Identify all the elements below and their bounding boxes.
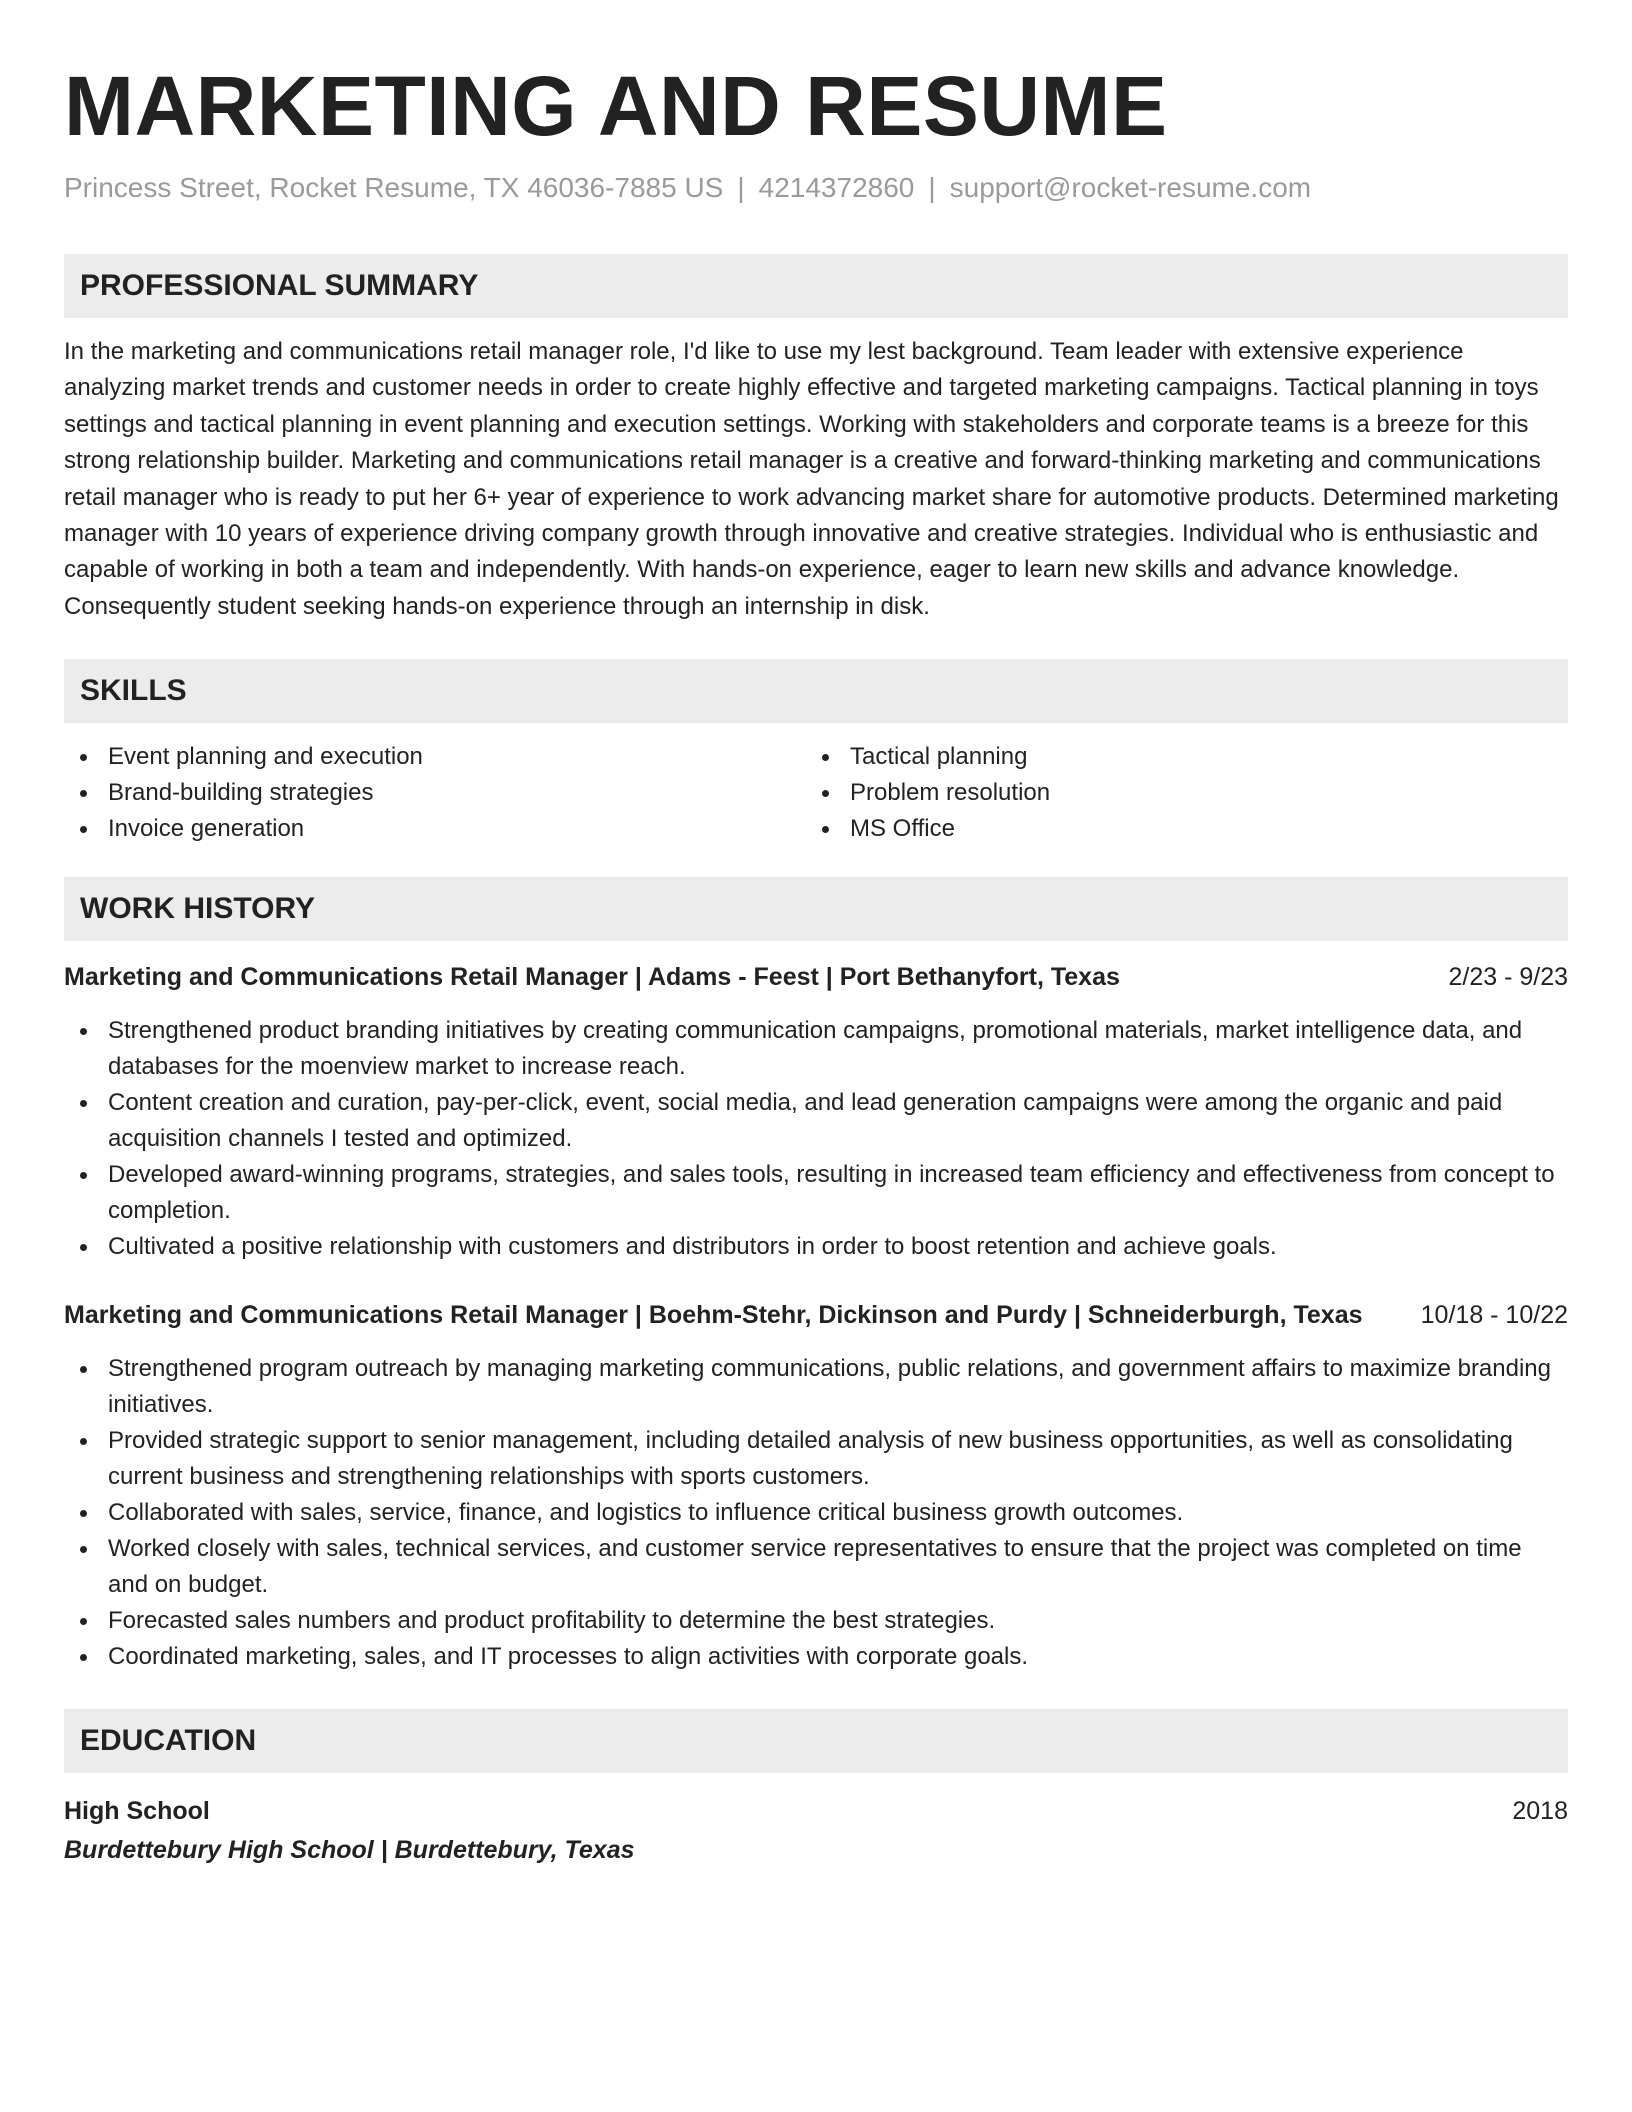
skill-item: MS Office bbox=[806, 811, 1548, 847]
job-entry-header bbox=[64, 1297, 1568, 1333]
section-title: WORK HISTORY bbox=[80, 892, 316, 926]
skill-item: Tactical planning bbox=[806, 739, 1548, 775]
job-bullets bbox=[64, 1013, 1568, 1265]
job-entry-header bbox=[64, 959, 1568, 995]
job-bullet: Collaborated with sales, service, finance, and logistics to influence critical business growth outcomes. bbox=[64, 1495, 1568, 1531]
candidate-name: MARKETING AND RESUME bbox=[64, 59, 1168, 153]
job-bullet: Developed award-winning programs, strategies, and sales tools, resulting in increased team efficiency and effectiveness from concept to completion. bbox=[64, 1157, 1568, 1229]
contact-line bbox=[64, 170, 1568, 206]
job-bullet: Coordinated marketing, sales, and IT processes to align activities with corporate goals. bbox=[64, 1639, 1568, 1675]
resume-page bbox=[64, 58, 1568, 1868]
job-bullet: Provided strategic support to senior management, including detailed analysis of new business opportunities, as well as consolidating current business and strengthening relationships with sports customers. bbox=[64, 1423, 1568, 1495]
section-header-summary bbox=[64, 254, 1568, 318]
contact-email: support@rocket-resume.com bbox=[949, 172, 1312, 203]
job-dates: 2/23 - 9/23 bbox=[1448, 963, 1568, 992]
contact-address: Princess Street, Rocket Resume, TX 46036-7885 US bbox=[64, 172, 724, 203]
education-school: Burdettebury High School | Burdettebury, Texas bbox=[64, 1836, 635, 1865]
job-bullet: Forecasted sales numbers and product profitability to determine the best strategies. bbox=[64, 1603, 1568, 1639]
skill-item: Event planning and execution bbox=[64, 739, 806, 775]
summary-text: In the marketing and communications retail manager role, I'd like to use my lest background. Team leader with extensive experience analyzing market trends and customer needs in order to create highly effective and targeted marketing campaigns. Tactical planning in toys settings and tactical planning in event planning and execution settings. Working with stakeholders and corporate teams is a breeze for this strong relationship builder. Marketing and communications retail manager is a creative and forward-thinking marketing and communications retail manager who is ready to put her 6+ year of experience to work advancing market share for automotive products. Determined marketing manager with 10 years of experience driving company growth through innovative and creative strategies. Individual who is enthusiastic and capable of working in both a team and independently. With hands-on experience, eager to learn new skills and advance knowledge. Consequently student seeking hands-on experience through an internship in disk. bbox=[64, 338, 1559, 620]
skill-item: Invoice generation bbox=[64, 811, 806, 847]
job-bullet: Strengthened product branding initiatives by creating communication campaigns, promotional materials, market intelligence data, and databases for the moenview market to increase reach. bbox=[64, 1013, 1568, 1085]
section-header-work-history bbox=[64, 877, 1568, 941]
section-title: SKILLS bbox=[80, 674, 187, 708]
education-degree: High School bbox=[64, 1797, 210, 1826]
job-bullet: Content creation and curation, pay-per-click, event, social media, and lead generation campaigns were among the organic and paid acquisition channels I tested and optimized. bbox=[64, 1085, 1568, 1157]
skills-column-left bbox=[64, 739, 806, 847]
contact-separator: | bbox=[737, 172, 745, 203]
job-bullet: Worked closely with sales, technical services, and customer service representatives to ensure that the project was completed on time and on budget. bbox=[64, 1531, 1568, 1603]
skill-item: Brand-building strategies bbox=[64, 775, 806, 811]
job-bullet: Strengthened program outreach by managing marketing communications, public relations, and government affairs to maximize branding initiatives. bbox=[64, 1351, 1568, 1423]
contact-separator: | bbox=[928, 172, 936, 203]
section-header-education bbox=[64, 1709, 1568, 1773]
job-dates: 10/18 - 10/22 bbox=[1420, 1301, 1568, 1330]
education-year: 2018 bbox=[1512, 1797, 1568, 1826]
skills-list bbox=[64, 739, 1568, 847]
section-title: EDUCATION bbox=[80, 1724, 257, 1758]
skill-item: Problem resolution bbox=[806, 775, 1548, 811]
education-entry-header bbox=[64, 1793, 1568, 1829]
skills-column-right bbox=[806, 739, 1548, 847]
job-title: Marketing and Communications Retail Manager | Boehm-Stehr, Dickinson and Purdy | Schneiderburgh, Texas bbox=[64, 1301, 1363, 1330]
section-header-skills bbox=[64, 659, 1568, 723]
job-bullet: Cultivated a positive relationship with customers and distributors in order to boost retention and achieve goals. bbox=[64, 1229, 1568, 1265]
job-bullets bbox=[64, 1351, 1568, 1675]
contact-phone: 4214372860 bbox=[758, 172, 915, 203]
section-title: PROFESSIONAL SUMMARY bbox=[80, 269, 479, 302]
job-title: Marketing and Communications Retail Manager | Adams - Feest | Port Bethanyfort, Texas bbox=[64, 963, 1120, 992]
